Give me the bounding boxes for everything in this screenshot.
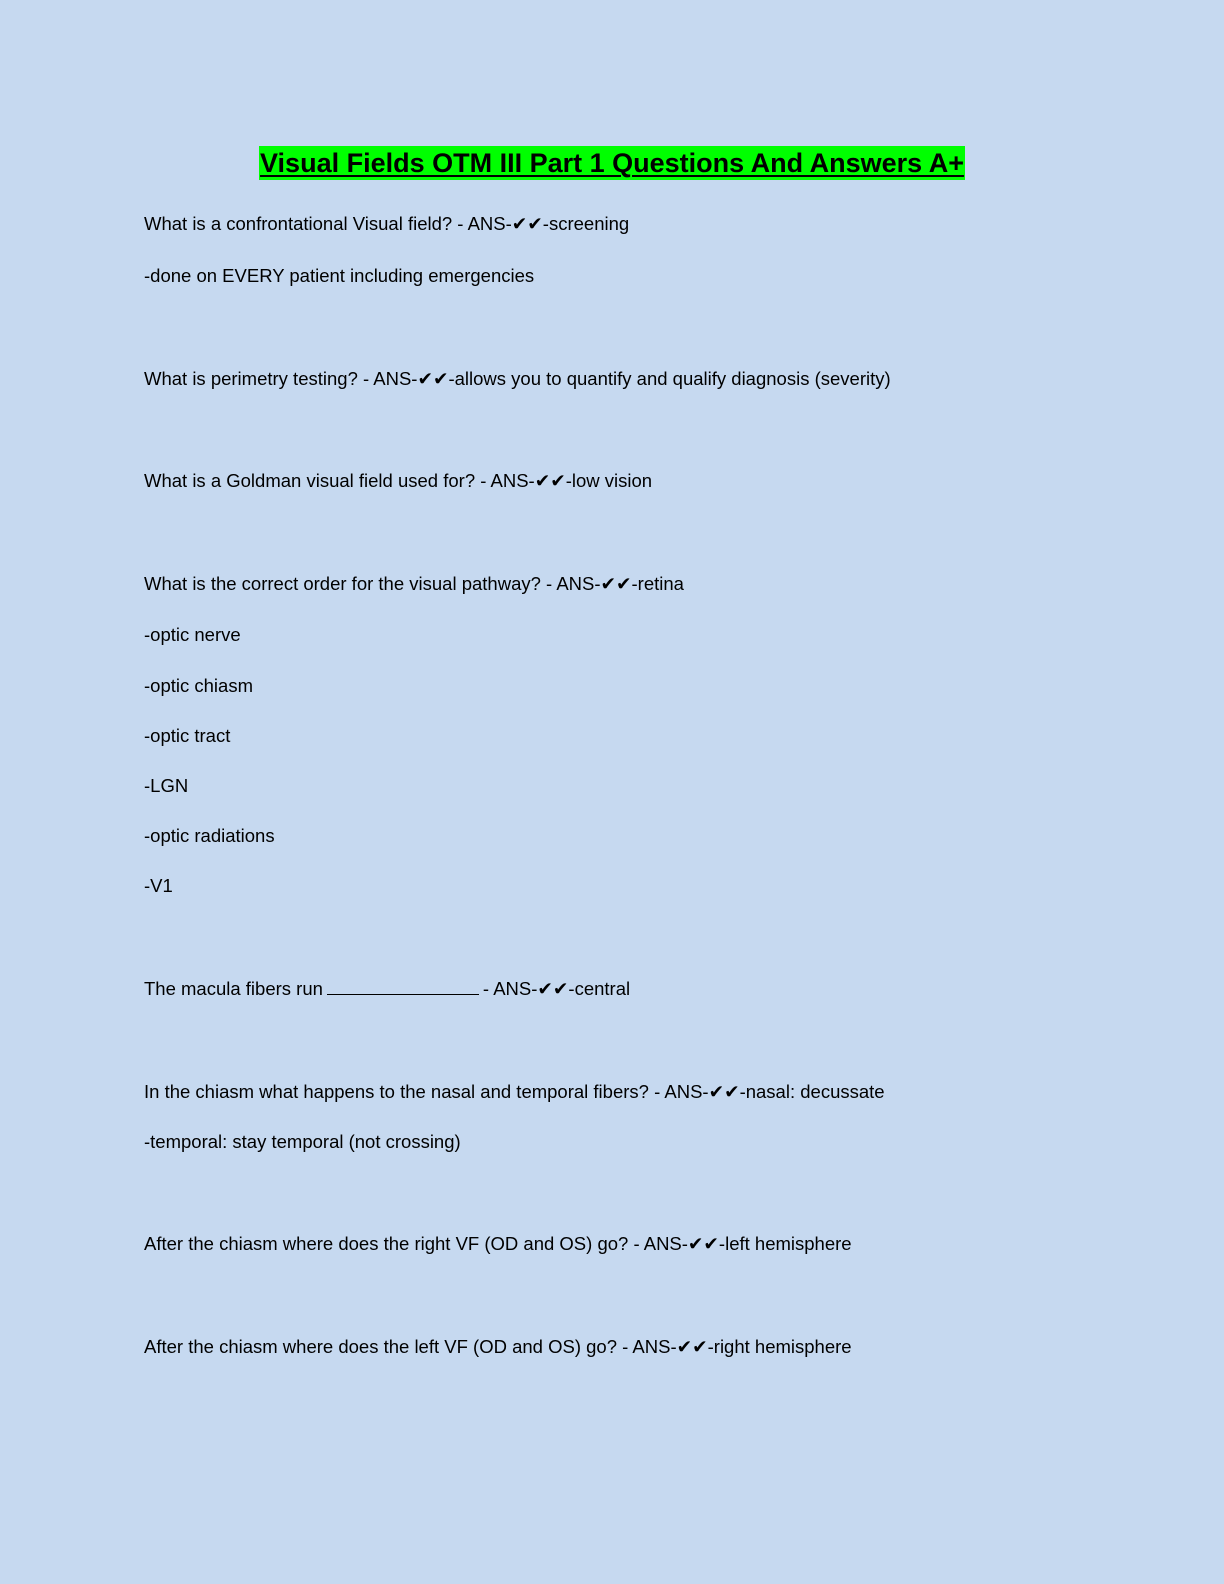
fill-in-blank — [327, 978, 479, 995]
qa-line: After the chiasm where does the right VF (OD and OS) go? - ANS-✔✔-left hemisphere — [144, 1233, 852, 1254]
qa-line: In the chiasm what happens to the nasal and temporal fibers? - ANS-✔✔-nasal: decussate — [144, 1081, 885, 1102]
qa-line: -temporal: stay temporal (not crossing) — [144, 1131, 461, 1152]
qa-line: What is the correct order for the visual pathway? - ANS-✔✔-retina — [144, 573, 684, 594]
qa-line: -optic nerve — [144, 624, 241, 645]
qa-line: -optic radiations — [144, 825, 275, 846]
qa-line: What is perimetry testing? - ANS-✔✔-allows you to quantify and qualify diagnosis (severity) — [144, 368, 891, 389]
page-title: Visual Fields OTM III Part 1 Questions And Answers A+ — [260, 148, 964, 178]
qa-line: What is a Goldman visual field used for? - ANS-✔✔-low vision — [144, 470, 653, 491]
title-container — [0, 146, 1224, 180]
qa-line: -V1 — [144, 875, 173, 896]
qa-line: -LGN — [144, 775, 189, 796]
qa-line: After the chiasm where does the left VF (OD and OS) go? - ANS-✔✔-right hemisphere — [144, 1336, 852, 1357]
qa-line: -done on EVERY patient including emergencies — [144, 265, 535, 286]
qa-line: -optic chiasm — [144, 675, 253, 696]
macula-answer: - ANS-✔✔-central — [482, 978, 631, 999]
qa-line: -optic tract — [144, 725, 231, 746]
qa-line: What is a confrontational Visual field? - ANS-✔✔-screening — [144, 213, 630, 234]
qa-line-macula — [144, 977, 630, 1001]
macula-question: The macula fibers run — [144, 978, 323, 999]
